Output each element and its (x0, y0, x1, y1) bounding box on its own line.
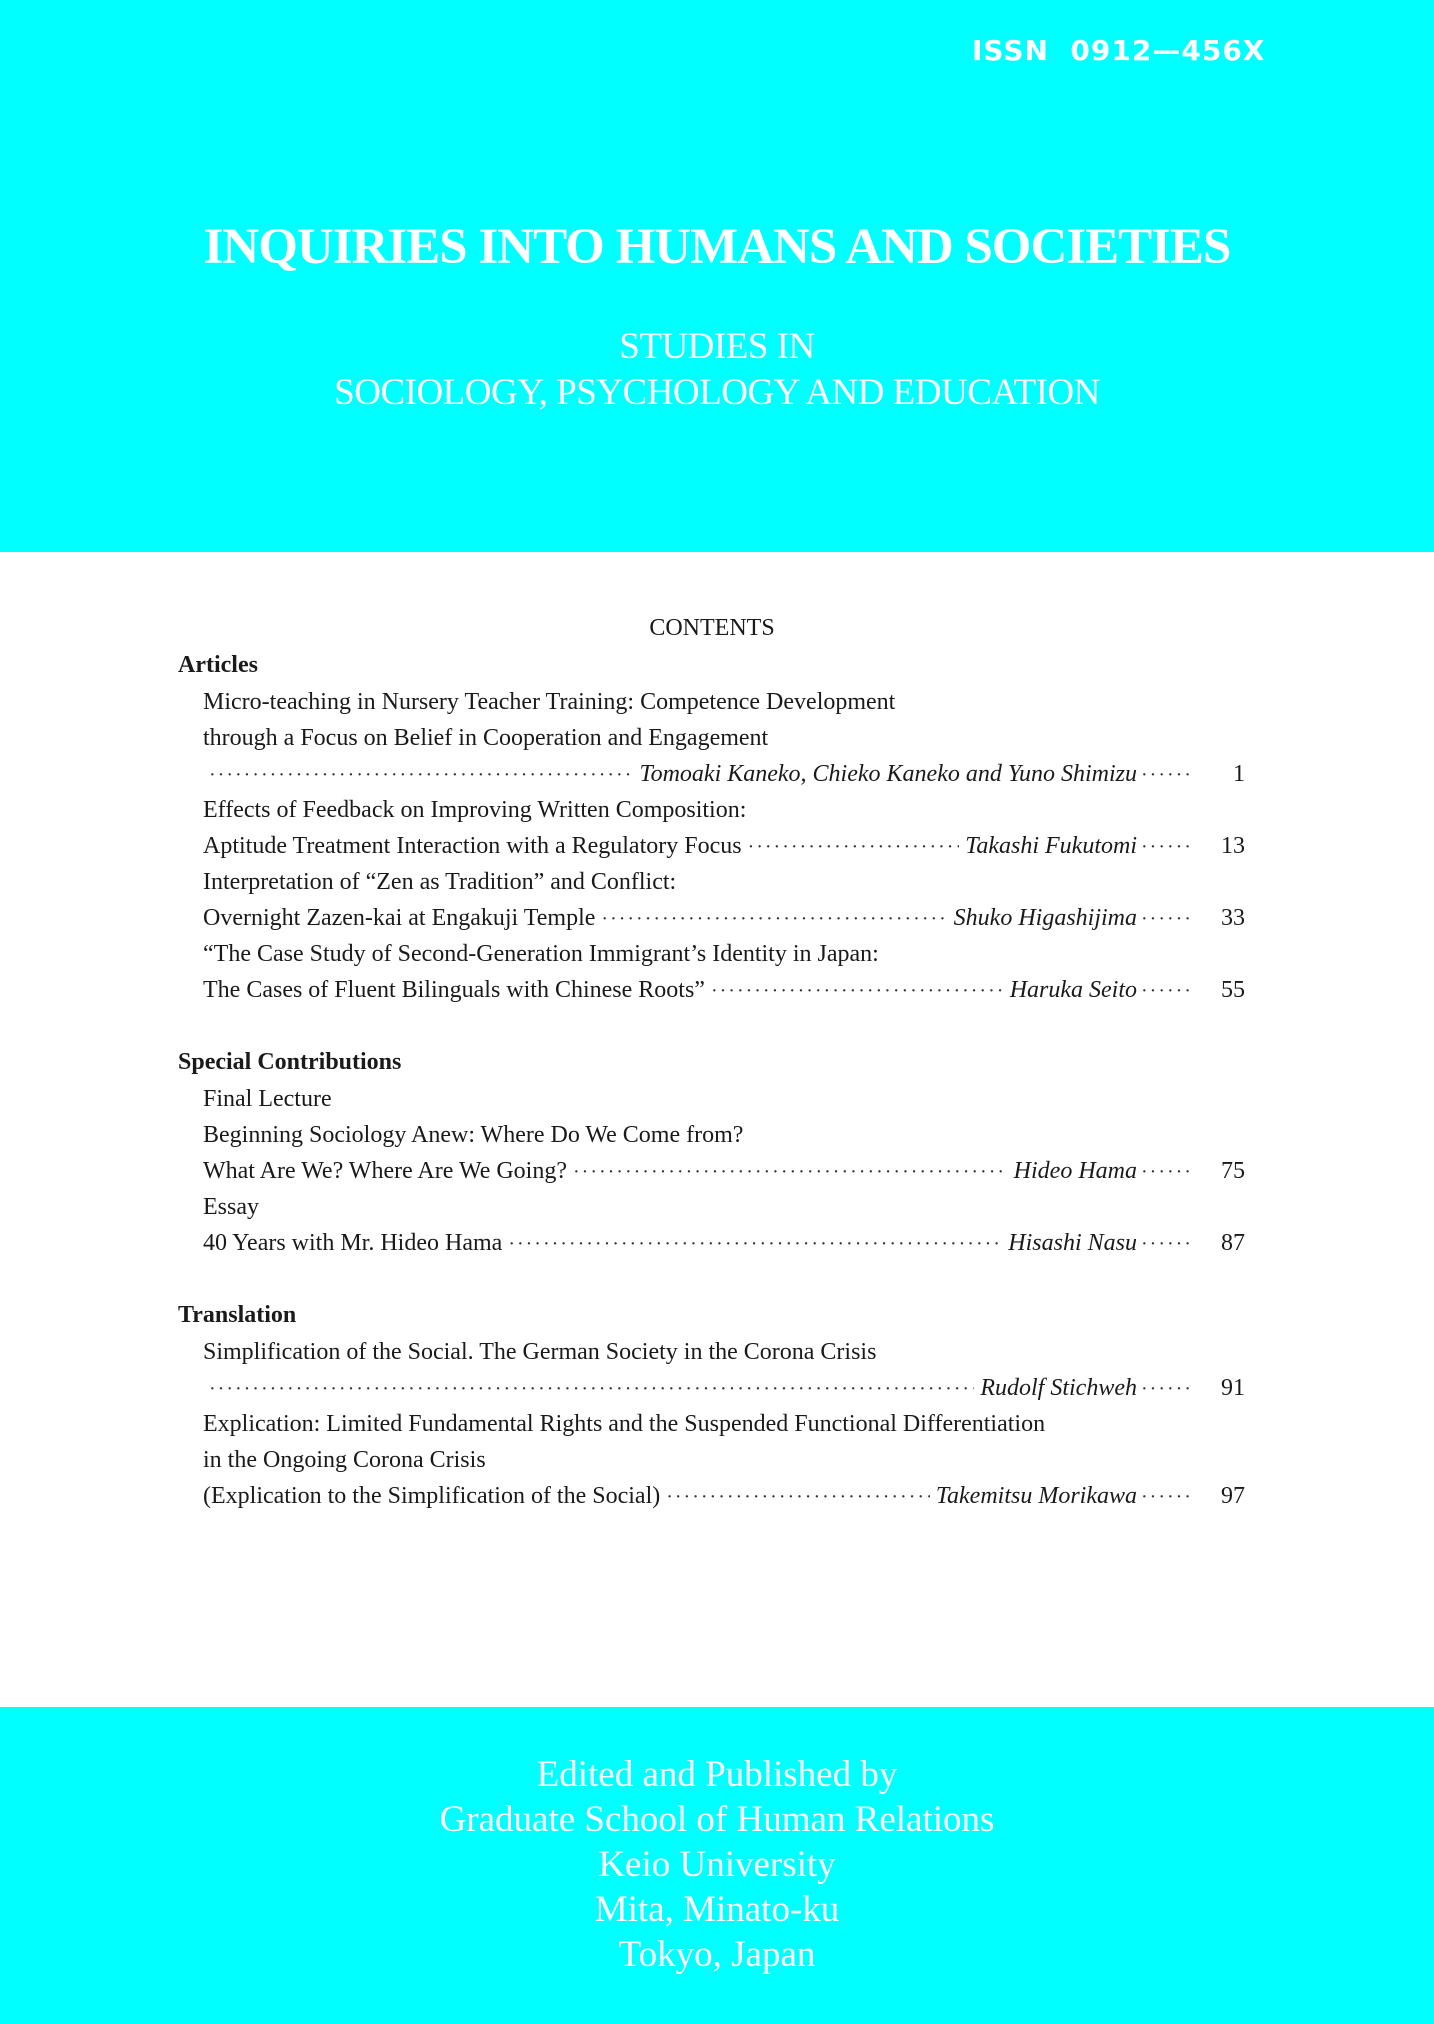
translation-2-title-line1: Explication: Limited Fundamental Rights and the Suspended Functional Differentiation (203, 1411, 1046, 1437)
journal-title: INQUIRIES INTO HUMANS AND SOCIETIES (203, 219, 1231, 275)
publisher-line3: Keio University (598, 1844, 836, 1885)
article-4-title-line1: “The Case Study of Second-Generation Immigrant’s Identity in Japan: (203, 941, 879, 967)
translation-2-entry[interactable] (203, 1481, 1245, 1511)
leader-dots (573, 1157, 1008, 1187)
header-band (0, 0, 1434, 552)
special-1-page: 75 (1221, 1158, 1245, 1184)
special-1-entry[interactable] (203, 1156, 1245, 1186)
leader-dots (748, 832, 960, 862)
special-2-label: Essay (203, 1194, 259, 1220)
leader-dots (1141, 904, 1201, 934)
special-1-label: Final Lecture (203, 1086, 332, 1112)
leader-dots (666, 1482, 930, 1512)
article-4-title-line2: The Cases of Fluent Bilinguals with Chinese Roots” (203, 977, 705, 1003)
article-1-entry[interactable] (203, 759, 1245, 789)
leader-dots (1141, 1157, 1201, 1187)
special-2-title: 40 Years with Mr. Hideo Hama (203, 1230, 503, 1256)
article-2-authors: Takashi Fukutomi (965, 833, 1137, 859)
translation-1-page: 91 (1221, 1375, 1245, 1401)
translation-2-page: 97 (1221, 1483, 1245, 1509)
special-1-title-line1: Beginning Sociology Anew: Where Do We Come from? (203, 1122, 744, 1148)
journal-subtitle-line2: SOCIOLOGY, PSYCHOLOGY AND EDUCATION (334, 372, 1100, 413)
special-2-authors: Hisashi Nasu (1008, 1230, 1137, 1256)
article-4-authors: Haruka Seito (1009, 977, 1137, 1003)
article-4-page: 55 (1221, 977, 1245, 1003)
article-3-title-line2: Overnight Zazen-kai at Engakuji Temple (203, 905, 596, 931)
article-2-title-line2: Aptitude Treatment Interaction with a Regulatory Focus (203, 833, 742, 859)
article-2-title-line1: Effects of Feedback on Improving Written Composition: (203, 797, 747, 823)
article-3-page: 33 (1221, 905, 1245, 931)
leader-dots (209, 1374, 974, 1404)
section-heading-articles: Articles (178, 652, 258, 678)
contents-heading: CONTENTS (649, 615, 775, 641)
leader-dots (209, 760, 633, 790)
article-1-title-line2: through a Focus on Belief in Cooperation and Engagement (203, 725, 769, 751)
publisher-line2: Graduate School of Human Relations (439, 1799, 995, 1840)
leader-dots (1141, 1374, 1201, 1404)
publisher-line1: Edited and Published by (536, 1754, 898, 1795)
translation-2-title-line3: (Explication to the Simplification of the Social) (203, 1483, 661, 1509)
translation-1-authors: Rudolf Stichweh (980, 1375, 1137, 1401)
leader-dots (508, 1229, 1002, 1259)
leader-dots (1141, 1229, 1201, 1259)
special-1-authors: Hideo Hama (1013, 1158, 1137, 1184)
article-3-entry[interactable] (203, 903, 1245, 933)
publisher-line4: Mita, Minato-ku (594, 1889, 840, 1930)
leader-dots (1141, 832, 1201, 862)
translation-2-authors: Takemitsu Morikawa (935, 1483, 1137, 1509)
section-heading-translation: Translation (178, 1302, 297, 1328)
article-3-authors: Shuko Higashijima (953, 905, 1137, 931)
translation-1-title-line1: Simplification of the Social. The German Society in the Corona Crisis (203, 1339, 877, 1365)
article-1-title-line1: Micro-teaching in Nursery Teacher Training: Competence Development (203, 689, 896, 715)
article-4-entry[interactable] (203, 975, 1245, 1005)
article-3-title-line1: Interpretation of “Zen as Tradition” and Conflict: (203, 869, 677, 895)
special-2-page: 87 (1221, 1230, 1245, 1256)
leader-dots (711, 976, 1004, 1006)
leader-dots (1141, 976, 1201, 1006)
article-1-authors: Tomoaki Kaneko, Chieko Kaneko and Yuno Shimizu (639, 761, 1137, 787)
article-2-page: 13 (1221, 833, 1245, 859)
leader-dots (601, 904, 947, 934)
translation-2-title-line2: in the Ongoing Corona Crisis (203, 1447, 486, 1473)
publisher-line5: Tokyo, Japan (618, 1934, 816, 1975)
leader-dots (1141, 1482, 1201, 1512)
special-2-entry[interactable] (203, 1228, 1245, 1258)
article-2-entry[interactable] (203, 831, 1245, 861)
issn-number: ISSN 0912—456X (972, 34, 1266, 67)
leader-dots (1141, 760, 1201, 790)
translation-1-entry[interactable] (203, 1373, 1245, 1403)
section-heading-special-contributions: Special Contributions (178, 1049, 402, 1075)
article-1-page: 1 (1233, 761, 1245, 787)
special-1-title-line2: What Are We? Where Are We Going? (203, 1158, 567, 1184)
journal-subtitle-line1: STUDIES IN (619, 326, 815, 367)
